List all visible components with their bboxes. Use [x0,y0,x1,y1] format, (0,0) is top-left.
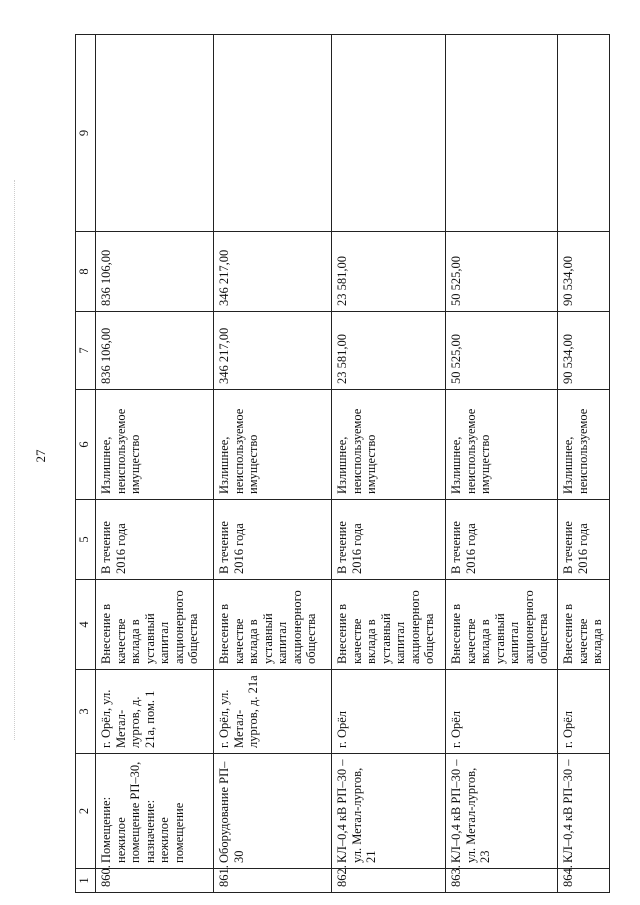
column-header: 5 [76,500,96,580]
privatization-reason: Излишнее, неиспользуемое имущество [96,390,214,500]
property-address: г. Орёл [332,670,446,754]
table-row [446,35,558,893]
value-col7: 836 106,00 [96,312,214,390]
value-col7: 346 217,00 [214,312,332,390]
column-header: 1 [76,869,96,893]
scan-margin-mark [14,180,16,740]
property-address: г. Орёл, ул. Метал-лургов, д. 21а, пом. 1 [96,670,214,754]
property-address: г. Орёл [446,670,558,754]
page-number: 27 [33,449,48,463]
header-row [76,35,96,893]
privatization-method: Внесение в качестве вклада в уставный капитал акционерного общества [214,580,332,670]
property-name: Оборудование РП–30 [214,754,332,869]
privatization-term: В течение 2016 года [96,500,214,580]
table-row [214,35,332,893]
property-name: Помещение: нежилое помещение РП–30, назначение: нежилое помещение [96,754,214,869]
privatization-reason: Излишнее, неиспользуемое имущество [446,390,558,500]
property-address: г. Орёл [558,670,610,754]
note-cell [96,35,214,232]
property-name: КЛ–0,4 кВ РП–30 – ул. Метал-лургов, 23 [446,754,558,869]
column-header: 9 [76,35,96,232]
value-col7: 23 581,00 [332,312,446,390]
value-col8: 90 534,00 [558,232,610,312]
rotated-table-wrapper [75,35,610,893]
privatization-method: Внесение в качестве вклада в уставный капитал акционерного общества [96,580,214,670]
property-table [75,34,610,893]
privatization-reason: Излишнее, неиспользуемое имущество [214,390,332,500]
column-header: 3 [76,670,96,754]
note-cell [558,35,610,232]
privatization-method: Внесение в качестве вклада в уставный капитал акционерного общества [446,580,558,670]
row-number: 860. [96,869,214,893]
column-header: 6 [76,390,96,500]
column-header: 4 [76,580,96,670]
value-col7: 90 534,00 [558,312,610,390]
column-header: 8 [76,232,96,312]
row-number: 864. [558,869,610,893]
note-cell [214,35,332,232]
column-header: 7 [76,312,96,390]
value-col8: 50 525,00 [446,232,558,312]
row-number: 862. [332,869,446,893]
privatization-reason: Излишнее, неиспользуемое имущество [332,390,446,500]
value-col7: 50 525,00 [446,312,558,390]
privatization-term: В течение 2016 года [446,500,558,580]
property-address: г. Орёл, ул. Метал-лургов, д. 21а [214,670,332,754]
value-col8: 836 106,00 [96,232,214,312]
table-row [332,35,446,893]
privatization-term: В течение 2016 года [214,500,332,580]
value-col8: 23 581,00 [332,232,446,312]
note-cell [446,35,558,232]
privatization-term: В течение 2016 года [332,500,446,580]
row-number: 863. [446,869,558,893]
row-number: 861. [214,869,332,893]
privatization-reason: Излишнее, неиспользуемое [558,390,610,500]
note-cell [332,35,446,232]
column-header: 2 [76,754,96,869]
table-row [96,35,214,893]
privatization-method: Внесение в качестве вклада в уставный капитал акционерного общества [332,580,446,670]
property-name: КЛ–0,4 кВ РП–30 – [558,754,610,869]
value-col8: 346 217,00 [214,232,332,312]
privatization-term: В течение 2016 года [558,500,610,580]
privatization-method: Внесение в качестве вклада в [558,580,610,670]
property-name: КЛ–0,4 кВ РП–30 – ул. Метал-лургов, 21 [332,754,446,869]
table-row [558,35,610,893]
